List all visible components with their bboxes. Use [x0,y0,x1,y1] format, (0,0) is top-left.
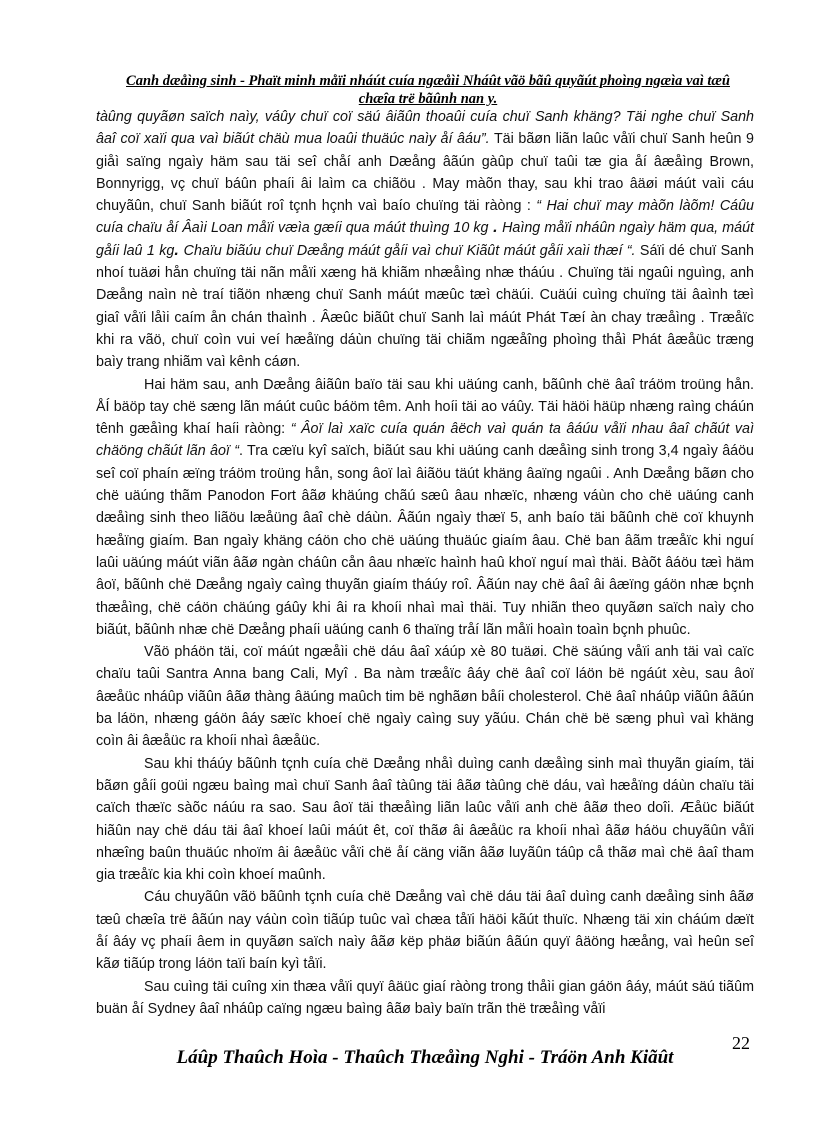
body-paragraph [96,106,754,374]
text-segment: Vãö pháön täi, coï máút ngæåìi chë dáu âaî xáúp xè 80 tuäøi. Chë säúng våïi anh täi vaì caïc chaïu taûi Santra Anna bang Cali, Myî . Ba nàm træåïc âáy chë âaî coï láön bë ngáút xèu, sau âoï âæåüc nháûp viãûn âãø thàng âäúng maûch tim bë nghãøn båíi cholesterol. Chë âaî nháûp viãûn âãún ba láön, nhæng gáön âáy sæïc khoeí chë ngaìy caìng suy yãúu. Chán chë bë sæng phuì vaì khäng coìn âi âæåüc ra khoíi nhaì âæåüc. [96,644,754,750]
text-segment: Täi bãøn liãn laûc våïi chuï Sanh heûn 9 giåì saïng ngaìy häm sau täi seî chåí anh Dæång âãún gàûp chuï taûi tæ gia åí âæåìng Brown, Bonnyrigg, vç chuï báûn phaíi âi laìm ca chiãöu . May màõn thay, sau khi trao âäøi máút vaìi cáu chuyãûn, chuï Sanh biãút roî tçnh hçnh vaì baío chuïng täi ràòng : [96,131,754,215]
text-segment: “ Âoï laì xaïc cuía quán âëch vaì quán ta âáúu våïi nhau âaî chãút vaì chäöng chãút lãn âoï “ [96,421,754,460]
text-segment: . [174,241,184,259]
text-segment: . [488,219,503,237]
text-segment: Sau cuìng täi cuîng xin thæa våïi quyï âäüc giaí ràòng trong thåìi gian gáön âáy, máút säú tiãûm buän åí Sydney âaî nháûp caïng ngæu baìng âãø baìy baïn trãn thë træåìng våïi [96,978,754,1017]
text-segment: “ Hai chuï may màõn làõm! Cáûu cuía chaïu åí Âaìi Loan måïi væìa gæíi qua máút thuìng 10 kg [96,198,754,237]
text-segment: Cáu chuyãûn vãö bãûnh tçnh cuía chë Dæång vaì chë dáu täi âaî duìng canh dæåìng sinh âãø tæû chæîa trë âãún nay váùn coìn tiãúp tuûc vaì chæa tåïi häöi kãút thuïc. Nhæng täi xin cháúm dæït åí âáy vç phaíi âem in quyãøn saïch naìy âãø këp phäø biãún âãún quyï âäöng hæång, vaì heûn seî kãø tiãúp trong láön taïi baín kyì tåïi. [96,889,754,973]
text-segment: Haìng måïi nháûn ngaìy häm qua, máút gåíi laû 1 kg [96,220,754,259]
body-paragraph [96,374,754,642]
body-paragraph [96,886,754,975]
text-segment: Sau khi tháúy bãûnh tçnh cuía chë Dæång nhåì duìng canh dæåìng sinh maì thuyãn giaím, täi bãøn gåíi goüi ngæu baìng maì chuï Sanh âaî tàûng täi âãø tàûng chë dáu, vaì hæåïng dáùn chaïu täi caïch thæïc sàõc náúu ra sao. Sau âoï täi thæåìng liãn laûc våïi anh chë âãø theo doîi. Æåüc biãút hiãûn nay chë dáu täi âaî khoeí laûi máút êt, coï thãø âi âæåüc ra khoíi nhaì âãø háöu chuyãûn våïi nhæîng baûn thuäúc nhoïm âi âæåüc våïi chë åí cäng viãn âãø luyãûn táûp cå thãø maì chë âaî tham gia træåïc kia khi coìn khoeí maûnh. [96,755,754,884]
page-header [96,72,760,108]
text-segment: tàûng quyãøn saïch naìy, váûy chuï coï säú âiãûn thoaûi cuía chuï Sanh khäng? Täi nghe chuï Sanh âaî coï xaïi qua vaì biãút chäù mua loaûi thuäúc naìy åí âáu”. [96,109,754,148]
page-number: 22 [732,1033,750,1053]
header-title-line-2: chæîa trë bãûnh nan y. [358,91,498,107]
text-segment: . Tra cæïu kyî saïch, biãút sau khi uäúng canh dæåìng sinh trong 3,4 ngaìy âáöu seî coï phaín æïng tráöm troüng hån, song âoï laì âiãöu täút khäng âaïng ngaûi . Anh Dæång bãøn cho chë uäúng thãm Panodon Fort âãø khäúng chãú sæû âau nhæïc, nhæng váùn cho chë uäúng canh dæåìng sinh theo liãöu læåüng âaî chè dáùn. Âãún ngaìy thæï 5, anh baío täi bãûnh chë coï khuynh hæåïng giaím. Ban ngaìy khäng cáön cho chë uäúng thuäúc giaím âau. Chë ban âãm træåïc khi nguí laûi uäúng máút viãn âãø ngàn cháûn cån âau nhæïc haình haû khoï nguí maì thäi. Bàõt âáöu tæì häm âoï, bãûnh chë Dæång ngaìy caìng thuyãn giaím tháúy roî. Âãún nay chë âaî âi âæïng gáön nhæ bçnh thæåìng, chë cáön chäúng gáûy khi âi ra khoíi nhaì maì thäi. Tuy nhiãn theo quyãøn saïch naìy cho biãút, bãûnh nhæ chë Dæång phaíi uäúng canh 6 thaïng tråí lãn måïi hoaìn toaìn bçnh phuûc. [96,443,755,638]
body-paragraph [96,753,754,887]
text-segment: Chaïu biãúu chuï Dæång máút gåíi vaì chuï Kiãût máút gåíi xaìi thæí “. [183,242,636,259]
body-text [96,106,754,1020]
header-title-line-1: Canh dæåìng sinh - Phaït minh måïi nháút cuía ngæåìi Nháût vãö bãû quyãút phoìng ngæìa vaì tæû [126,73,730,89]
body-paragraph [96,976,754,1021]
text-segment: Sáïi dé chuï Sanh nhoí tuäøi hån chuïng täi nãn måïi xæng hä khiãm nhæåìng nhæ tháúu . Chuïng täi ngaûi nguìng, anh Dæång naìn nè traí tiãön nhæng chuï Sanh máút mæûc tæì chäúi. Cuäúi cuìng chuïng täi âaình tæì giaî våïi låìi caím ån chán thaình . Âæûc biãût chuï Sanh laì máút Phát Tæí àn chay træåìng . Træåïc khi ra vãö, chuï coìn vui veí hæåïng dáùn chuïng täi chiãm ngæåîng phoìng thåì Phát âæåüc træng baìy trang nhiãm vaì kênh cáøn. [96,242,754,371]
text-segment: Hai häm sau, anh Dæång âiãûn baïo täi sau khi uäúng canh, bãûnh chë âaî tráöm troüng hån. ÅÍ bäöp tay chë sæng lãn máút cuûc báöm têm. Anh hoíi täi ao váûy. Täi häöi häüp nhæng raìng cháún tênh gæåìng khaí haíi ràòng: [96,376,754,438]
footer-authors: Láûp Thaûch Hoìa - Thaûch Thæåìng Nghi - Tráön Anh Kiãût [176,1047,674,1068]
body-paragraph [96,641,754,752]
